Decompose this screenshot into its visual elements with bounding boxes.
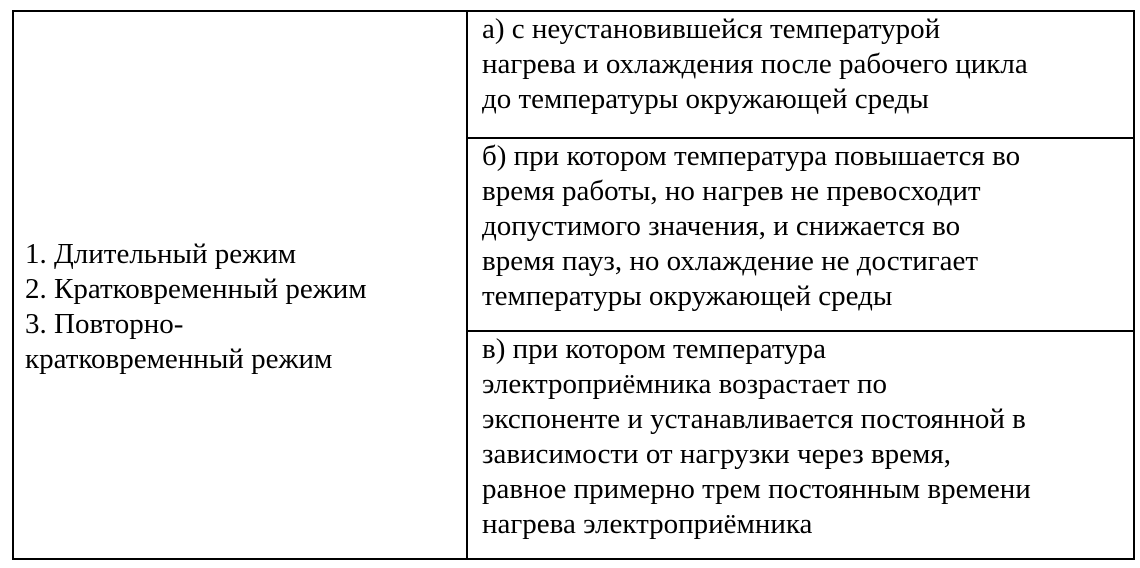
option-b-cell [467, 138, 1134, 331]
modes-list [25, 193, 466, 377]
option-line: равное примерно трем постоянным времени [482, 473, 1031, 505]
option-line: время пауз, но охлаждение не достигает [482, 245, 979, 277]
matching-table [12, 10, 1135, 560]
option-line: нагрева и охлаждения после рабочего цикла [482, 48, 1028, 80]
mode-line: 3. Повторно- [25, 308, 184, 340]
mode-line: кратковременный режим [25, 343, 333, 375]
option-line: время работы, но нагрев не превосходит [482, 175, 981, 207]
option-c-cell [467, 331, 1134, 559]
option-line: б) при котором температура повышается во [482, 140, 1021, 172]
option-line: зависимости от нагрузки через время, [482, 438, 951, 470]
option-line: температуры окружающей среды [482, 280, 893, 312]
option-line: до температуры окружающей среды [482, 83, 929, 115]
option-line: а) с неустановившейся температурой [482, 13, 941, 45]
option-line: в) при котором температура [482, 333, 827, 365]
mode-line: 2. Кратковременный режим [25, 273, 367, 305]
mode-line: 1. Длительный режим [25, 238, 297, 270]
option-line: экспоненте и устанавливается постоянной в [482, 403, 1026, 435]
option-line: допустимого значения, и снижается во [482, 210, 961, 242]
modes-cell [13, 11, 467, 559]
option-a-cell [467, 11, 1134, 138]
option-line: электроприёмника возрастает по [482, 368, 887, 400]
option-line: нагрева электроприёмника [482, 508, 813, 540]
table-row [13, 11, 1134, 138]
